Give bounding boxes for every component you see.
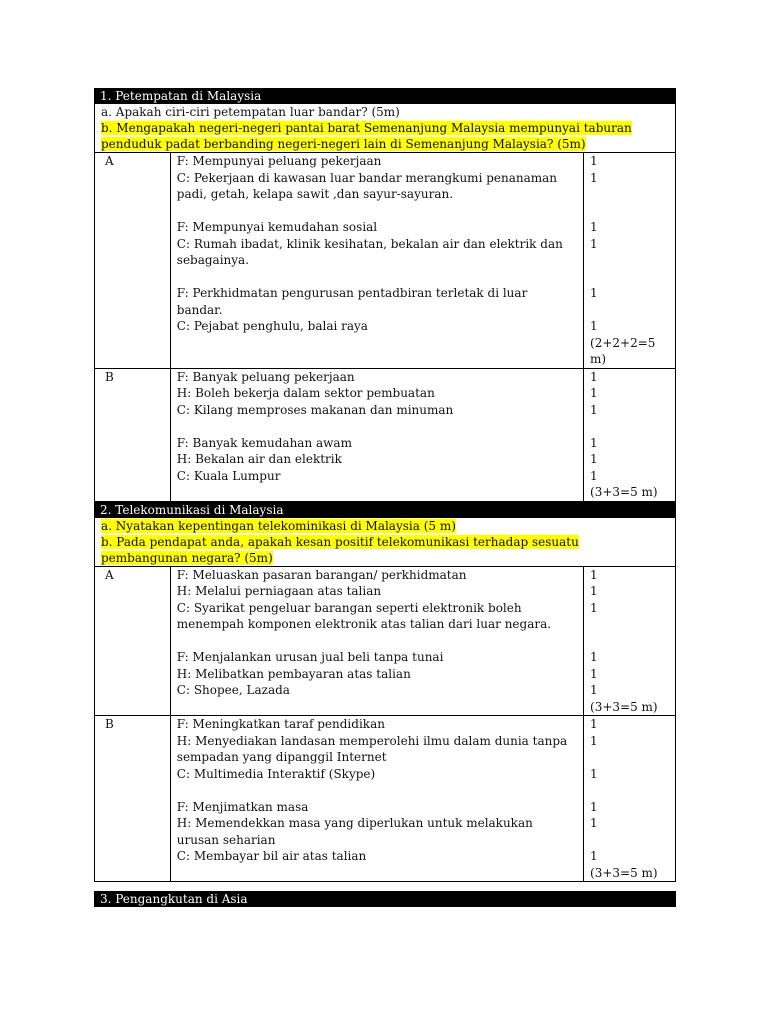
text-line: 1: [590, 666, 598, 681]
blank-line: [177, 865, 577, 882]
text-line: 1: [590, 369, 598, 384]
table-row: [95, 153, 676, 369]
text-line: 1: [590, 799, 598, 814]
blank-line: [590, 269, 669, 286]
answer-marks: [584, 566, 676, 716]
blank-line: [177, 203, 577, 220]
blank-line: [590, 616, 669, 633]
blank-line: [590, 782, 669, 799]
text-line: C: Rumah ibadat, klinik kesihatan, bekalan air dan elektrik dan: [176, 236, 563, 251]
section-2-question-a-wrap: [94, 518, 676, 534]
row-key: B: [95, 368, 171, 501]
blank-line: [177, 484, 577, 501]
blank-line: [590, 186, 669, 203]
text-line: F: Mempunyai kemudahan sosial: [176, 220, 378, 234]
text-line: 1: [590, 468, 598, 483]
text-line: H: Memendekkan masa yang diperlukan untuk melakukan: [176, 816, 533, 830]
text-line: 1: [590, 154, 598, 168]
blank-line: [177, 633, 577, 650]
text-line: sempadan yang dipanggil Internet: [176, 750, 387, 764]
row-key: A: [95, 566, 171, 716]
text-line: 1: [590, 816, 598, 830]
text-line: C: Kilang memproses makanan dan minuman: [176, 402, 454, 417]
text-line: urusan seharian: [176, 832, 276, 847]
text-line: 1: [590, 849, 598, 863]
text-line: C: Shopee, Lazada: [176, 683, 290, 697]
blank-line: [590, 252, 669, 269]
text-line: F: Meningkatkan taraf pendidikan: [176, 717, 385, 731]
answer-marks: [584, 368, 676, 501]
answer-text: [170, 566, 583, 716]
text-line: H: Melalui perniagaan atas talian: [176, 584, 382, 598]
text-line: C: Kuala Lumpur: [176, 468, 281, 483]
text-line: 1: [590, 170, 598, 185]
text-line: C: Pekerjaan di kawasan luar bandar merangkumi penanaman: [176, 170, 558, 185]
text-line: (3+3=5 m): [590, 485, 658, 499]
text-line: (2+2+2=5 m): [590, 335, 660, 366]
text-line: F: Mempunyai peluang pekerjaan: [176, 154, 382, 168]
row-key: A: [95, 153, 171, 369]
document-page: [94, 88, 676, 882]
text-line: (3+3=5 m): [590, 699, 658, 714]
table-row: [95, 368, 676, 501]
text-line: F: Perkhidmatan pengurusan pentadbiran terletak di luar: [176, 286, 528, 300]
table-row: [95, 716, 676, 882]
text-line: C: Pejabat penghulu, balai raya: [176, 319, 368, 333]
text-line: 1: [590, 683, 598, 697]
text-line: 1: [590, 650, 598, 664]
section-1-answer-table: [94, 152, 676, 502]
text-line: F: Banyak kemudahan awam: [176, 435, 352, 450]
row-key: B: [95, 716, 171, 882]
blank-line: [177, 782, 577, 799]
section-1-question-b: b. Mengapakah negeri-negeri pantai barat Semenanjung Malaysia mempunyai taburan penduduk padat berbanding negeri-negeri lain di Semenanjung Malaysia? (5m): [101, 121, 632, 151]
blank-line: [590, 203, 669, 220]
text-line: 1: [590, 236, 598, 251]
section-3-heading: 3. Pengangkutan di Asia: [94, 891, 676, 907]
section-2-question-b-wrap: [94, 534, 676, 566]
text-line: 1: [590, 386, 598, 400]
blank-line: [590, 832, 669, 849]
section-2-heading: 2. Telekomunikasi di Malaysia: [94, 502, 676, 518]
blank-line: [177, 335, 577, 352]
section-3-wrap: [94, 891, 676, 907]
table-row: [95, 566, 676, 716]
text-line: H: Menyediakan landasan memperolehi ilmu dalam dunia tanpa: [176, 733, 568, 748]
text-line: 1: [590, 435, 598, 450]
text-line: 1: [590, 402, 598, 417]
section-2-question-b: b. Pada pendapat anda, apakah kesan positif telekomunikasi terhadap sesuatu pembangunan negara? (5m): [101, 534, 579, 565]
section-2-answer-table: [94, 566, 676, 883]
text-line: sebagainya.: [176, 253, 250, 267]
text-line: padi, getah, kelapa sawit ,dan sayur-sayuran.: [176, 187, 454, 201]
text-line: (3+3=5 m): [590, 865, 658, 880]
text-line: 1: [590, 766, 598, 781]
text-line: 1: [590, 567, 598, 582]
blank-line: [177, 699, 577, 716]
text-line: 1: [590, 286, 598, 300]
text-line: menempah komponen elektronik atas talian dari luar negara.: [176, 617, 552, 631]
text-line: 1: [590, 452, 598, 466]
text-line: 1: [590, 584, 598, 598]
text-line: C: Multimedia Interaktif (Skype): [176, 766, 376, 781]
text-line: H: Boleh bekerja dalam sektor pembuatan: [176, 386, 435, 400]
text-line: H: Melibatkan pembayaran atas talian: [176, 666, 411, 681]
blank-line: [177, 269, 577, 286]
answer-text: [170, 368, 583, 501]
text-line: H: Bekalan air dan elektrik: [176, 452, 342, 466]
text-line: C: Membayar bil air atas talian: [176, 849, 367, 863]
answer-text: [170, 716, 583, 882]
text-line: 1: [590, 717, 598, 731]
text-line: 1: [590, 319, 598, 333]
section-2-question-a: a. Nyatakan kepentingan telekominikasi di Malaysia (5 m): [101, 518, 456, 533]
text-line: 1: [590, 600, 598, 615]
text-line: F: Meluaskan pasaran barangan/ perkhidmatan: [176, 567, 467, 582]
answer-text: [170, 153, 583, 369]
text-line: 1: [590, 733, 598, 748]
answer-marks: [584, 153, 676, 369]
blank-line: [590, 302, 669, 319]
answer-marks: [584, 716, 676, 882]
section-1-heading: 1. Petempatan di Malaysia: [94, 88, 676, 104]
text-line: F: Menjimatkan masa: [176, 799, 309, 814]
text-line: F: Menjalankan urusan jual beli tanpa tunai: [176, 650, 444, 664]
text-line: C: Syarikat pengeluar barangan seperti elektronik boleh: [176, 600, 522, 615]
blank-line: [590, 418, 669, 435]
section-1-question-a: a. Apakah ciri-ciri petempatan luar bandar? (5m): [94, 104, 676, 120]
text-line: bandar.: [176, 302, 223, 317]
text-line: F: Banyak peluang pekerjaan: [176, 369, 355, 384]
blank-line: [590, 749, 669, 766]
blank-line: [177, 418, 577, 435]
blank-line: [590, 633, 669, 650]
section-1-question-b-wrap: [94, 120, 676, 152]
text-line: 1: [590, 220, 598, 234]
